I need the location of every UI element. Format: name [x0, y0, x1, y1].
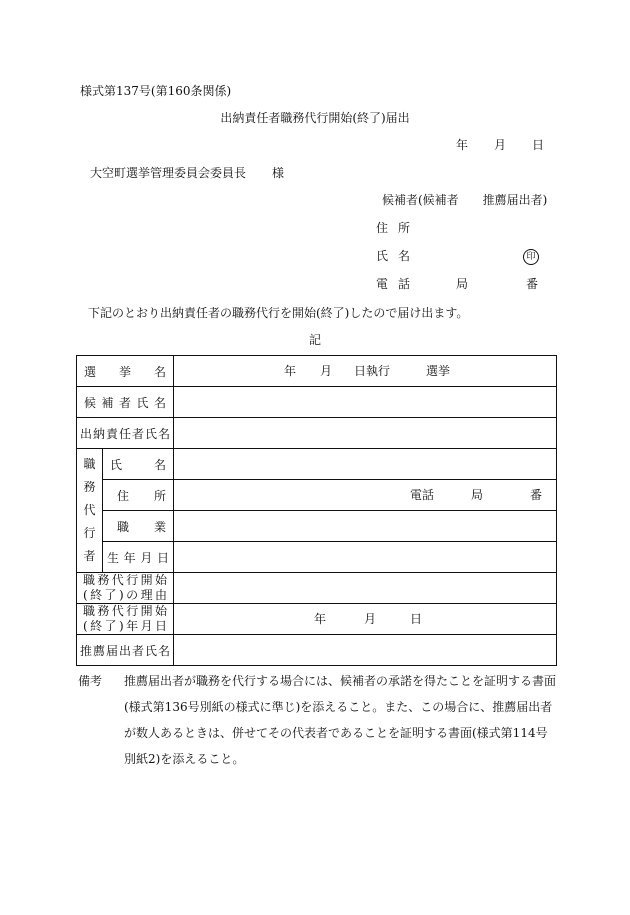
agent-birthdate-label-cell	[103, 542, 174, 573]
applicant-phone-office: 局	[456, 277, 469, 291]
intro-sentence: 下記のとおり出納責任者の職務代行を開始(終了)したので届け出ます。	[88, 306, 469, 320]
agent-occupation-label-cell: 職 業	[103, 511, 174, 542]
election-suffix: 選挙	[426, 364, 451, 378]
date-day: 日	[532, 138, 545, 152]
agent-birthdate-label: 生年月日	[107, 550, 170, 565]
election-value-cell	[174, 356, 557, 387]
reason-label-line1: 職務代行開始	[83, 573, 168, 587]
table-row-agent-address	[77, 480, 557, 511]
election-label: 選 挙 名	[84, 364, 167, 379]
table-row-treasurer	[77, 418, 557, 449]
agent-occupation-field[interactable]	[174, 511, 557, 542]
submission-date	[456, 138, 544, 152]
remarks	[78, 668, 558, 772]
recommender-name-field[interactable]	[174, 635, 557, 666]
agent-name-field[interactable]	[174, 449, 557, 480]
election-day-exec: 日執行	[354, 364, 391, 378]
table-row-agent-occupation	[77, 511, 557, 542]
table-row-election	[77, 356, 557, 387]
date-field[interactable]	[174, 604, 557, 635]
agent-phone-number: 番	[530, 488, 543, 502]
notification-table	[76, 355, 557, 666]
recommender-name-label-cell	[77, 635, 174, 666]
remarks-label: 備考	[78, 674, 103, 688]
date-value-year: 年	[314, 612, 327, 626]
reason-label-line2: (終了)の理由	[83, 588, 168, 602]
ki-heading: 記	[308, 333, 321, 347]
date-value-month: 月	[364, 612, 377, 626]
table-row-agent-name	[77, 449, 557, 480]
table-row-reason	[77, 573, 557, 604]
honorific: 様	[272, 166, 285, 180]
seal-stamp-icon: 印	[523, 248, 539, 265]
form-number-label: 様式第137号(第160条関係)	[80, 84, 232, 98]
table-row-date	[77, 604, 557, 635]
applicant-role: 候補者(候補者 推薦届出者)	[382, 193, 548, 207]
treasurer-name-label-cell	[77, 418, 174, 449]
table-row-candidate	[77, 387, 557, 418]
treasurer-name-label: 出納責任者氏名	[80, 426, 171, 441]
agent-name-label-cell: 氏 名	[103, 449, 174, 480]
date-label-cell	[77, 604, 174, 635]
addressee	[90, 166, 284, 180]
applicant-name-label: 氏 名	[375, 249, 410, 263]
agent-group-label: 職 務 代 行 者	[77, 449, 103, 573]
candidate-name-label: 候補者氏名	[84, 395, 167, 410]
applicant-phone-label: 電 話	[375, 277, 410, 291]
election-label-cell	[77, 356, 174, 387]
agent-phone-office: 局	[471, 488, 484, 502]
addressee-name: 大空町選挙管理委員会委員長	[90, 166, 247, 180]
applicant-phone-number: 番	[526, 277, 539, 291]
remarks-text: 推薦届出者が職務を代行する場合には、候補者の承諾を得たことを証明する書面(様式第136号別紙の様式に準じ)を添えること。また、この場合に、推薦届出者が数人あるときは、併せてその代表者であることを証明する書面(様式第114号別紙2)を添えること。	[124, 674, 557, 766]
date-label-line1: 職務代行開始	[83, 604, 168, 618]
recommender-name-label: 推薦届出者氏名	[80, 643, 171, 658]
agent-address-label-cell: 住 所	[103, 480, 174, 511]
agent-phone-label: 電話	[410, 488, 435, 502]
election-month: 月	[320, 364, 333, 378]
candidate-name-label-cell	[77, 387, 174, 418]
reason-field[interactable]	[174, 573, 557, 604]
reason-label-cell	[77, 573, 174, 604]
agent-address-field[interactable]	[174, 480, 557, 511]
candidate-name-field[interactable]	[174, 387, 557, 418]
date-year: 年	[456, 138, 469, 152]
applicant-address-label: 住 所	[375, 221, 410, 235]
table-row-agent-birthdate	[77, 542, 557, 573]
date-label-line2: (終了)年月日	[83, 619, 168, 633]
document-title: 出納責任者職務代行開始(終了)届出	[220, 111, 410, 125]
date-month: 月	[494, 138, 507, 152]
date-value-day: 日	[410, 612, 423, 626]
table-row-recommender	[77, 635, 557, 666]
treasurer-name-field[interactable]	[174, 418, 557, 449]
agent-birthdate-field[interactable]	[174, 542, 557, 573]
election-year: 年	[284, 364, 297, 378]
